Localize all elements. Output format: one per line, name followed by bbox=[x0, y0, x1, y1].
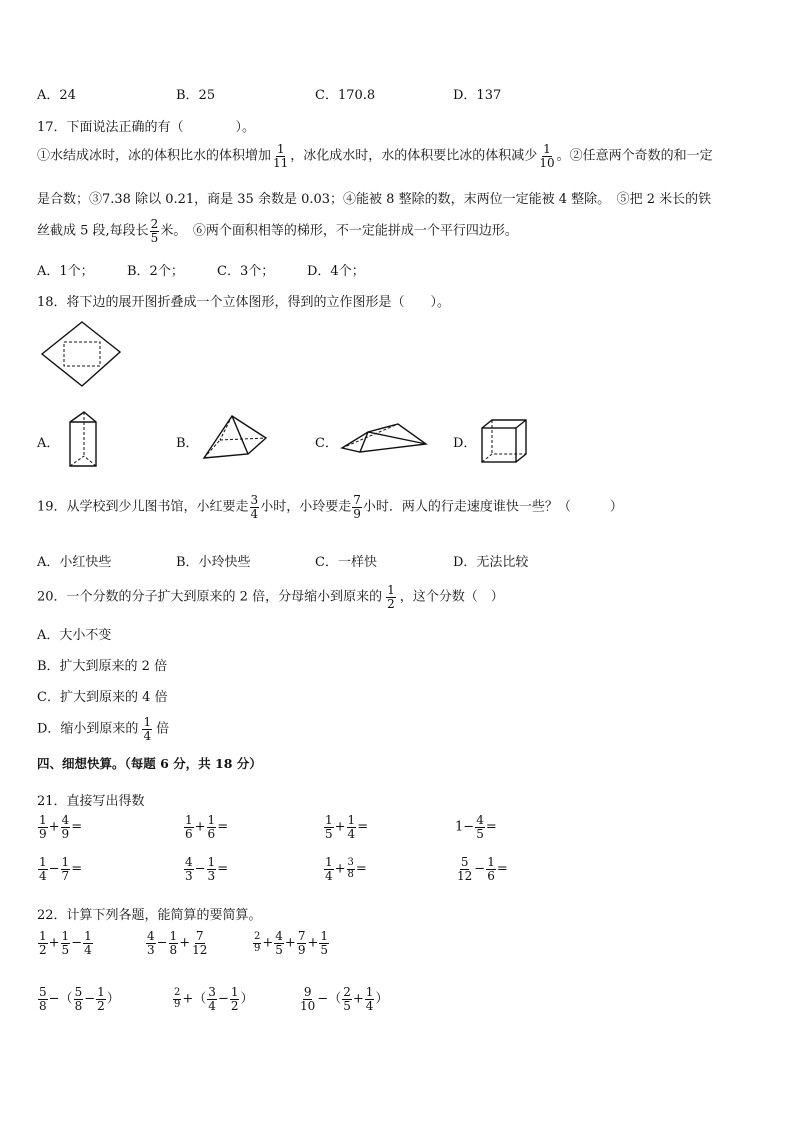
denominator: 9 bbox=[39, 826, 47, 841]
numerator: 1 bbox=[276, 142, 285, 156]
fraction bbox=[74, 986, 84, 1012]
pyramid-net-figure bbox=[38, 320, 128, 390]
equals-sign: = bbox=[71, 861, 83, 877]
section-4-heading: 四、细想快算。（每题 6 分，共 18 分） bbox=[37, 756, 262, 771]
q20-option-d-text: 倍 bbox=[156, 721, 170, 737]
q18-stem: 18．将下边的展开图折叠成一个立体图形，得到的立作图形是（ ）。 bbox=[37, 295, 451, 310]
whole-number: 1 bbox=[455, 819, 464, 835]
denominator: 5 bbox=[320, 942, 329, 957]
operator: + bbox=[179, 935, 191, 951]
denominator: 5 bbox=[275, 942, 283, 957]
denominator: 12 bbox=[192, 942, 208, 957]
denominator: 8 bbox=[169, 942, 178, 957]
fraction bbox=[191, 930, 208, 956]
numerator: 1 bbox=[325, 813, 333, 827]
denominator: 4 bbox=[347, 826, 356, 841]
paren: ） bbox=[375, 991, 389, 1007]
q18-label-d: D． bbox=[453, 436, 477, 451]
q17-text: ①水结成冰时，冰的体积比水的体积增加 bbox=[37, 148, 272, 164]
numerator: 1 bbox=[39, 813, 47, 827]
numerator: 1 bbox=[61, 929, 70, 943]
denominator: 10 bbox=[539, 155, 555, 170]
operator: + bbox=[334, 861, 346, 877]
numerator: 3 bbox=[250, 493, 259, 507]
numerator: 4 bbox=[61, 813, 70, 827]
operator: − bbox=[463, 819, 475, 835]
q17-line-1 bbox=[37, 143, 713, 169]
q20-fraction bbox=[386, 584, 396, 610]
q17-text: 丝截成 5 段,每段长 bbox=[37, 223, 149, 239]
fraction bbox=[347, 814, 357, 840]
numerator: 1 bbox=[230, 985, 239, 999]
equals-sign: = bbox=[496, 861, 508, 877]
q21-problem bbox=[37, 856, 82, 882]
q20-option-d-fraction bbox=[142, 716, 152, 742]
q17-option-a: A．1个； bbox=[37, 264, 94, 279]
equals-sign: = bbox=[217, 819, 229, 835]
fraction bbox=[207, 986, 217, 1012]
fraction bbox=[475, 814, 485, 840]
q18-label-a: A． bbox=[37, 436, 60, 451]
denominator: 4 bbox=[365, 998, 374, 1013]
denominator: 5 bbox=[343, 998, 351, 1013]
q17-line-3 bbox=[37, 218, 518, 244]
q21-problem bbox=[183, 814, 228, 840]
q17-text: ，冰化成水时，水的体积要比冰的体积减少 bbox=[290, 148, 538, 164]
q22-expression-5 bbox=[172, 986, 254, 1012]
q19-fraction bbox=[352, 494, 362, 520]
numerator: 2 bbox=[254, 931, 261, 943]
numerator: 1 bbox=[543, 142, 551, 156]
denominator: 9 bbox=[254, 942, 261, 954]
numerator: 1 bbox=[320, 929, 329, 943]
numerator: 1 bbox=[39, 855, 47, 869]
denominator: 4 bbox=[325, 868, 333, 883]
denominator: 8 bbox=[74, 998, 83, 1013]
equals-sign: = bbox=[217, 861, 229, 877]
operator: − bbox=[474, 861, 486, 877]
q21-problem bbox=[323, 856, 367, 882]
numerator: 5 bbox=[460, 855, 469, 869]
q21-problem bbox=[37, 814, 82, 840]
q17-fraction bbox=[538, 143, 555, 169]
denominator: 4 bbox=[208, 998, 216, 1013]
fraction bbox=[253, 932, 261, 954]
denominator: 6 bbox=[207, 826, 216, 841]
fraction bbox=[207, 814, 217, 840]
operator: + bbox=[48, 935, 60, 951]
equals-sign: = bbox=[357, 819, 369, 835]
q19-option-b: B．小玲快些 bbox=[176, 555, 251, 570]
fraction bbox=[342, 986, 352, 1012]
q19-fraction bbox=[250, 494, 260, 520]
q21-problem bbox=[455, 814, 497, 840]
numerator: 2 bbox=[150, 217, 159, 231]
numerator: 1 bbox=[325, 855, 333, 869]
operator: + bbox=[334, 819, 346, 835]
fraction bbox=[184, 814, 194, 840]
fraction bbox=[38, 986, 48, 1012]
fraction bbox=[169, 930, 179, 956]
q17-stem: 17．下面说法正确的有（ ）。 bbox=[37, 120, 256, 135]
equals-sign: = bbox=[485, 819, 497, 835]
q17-option-d: D．4个； bbox=[307, 264, 365, 279]
denominator: 5 bbox=[150, 230, 159, 245]
numerator: 2 bbox=[174, 987, 181, 999]
denominator: 4 bbox=[143, 728, 152, 743]
denominator: 8 bbox=[39, 998, 47, 1013]
fraction bbox=[83, 930, 93, 956]
equals-sign: = bbox=[71, 819, 83, 835]
numerator: 3 bbox=[347, 857, 354, 869]
fraction bbox=[230, 986, 240, 1012]
fraction bbox=[456, 856, 473, 882]
q20-text: 20．一个分数的分子扩大到原来的 2 倍，分母缩小到原来的 bbox=[37, 589, 383, 605]
operator: − bbox=[217, 991, 229, 1007]
denominator: 2 bbox=[230, 998, 239, 1013]
numerator: 1 bbox=[207, 855, 216, 869]
q22-expression-4 bbox=[37, 986, 120, 1012]
numerator: 1 bbox=[97, 985, 105, 999]
operator: + bbox=[352, 991, 364, 1007]
numerator: 7 bbox=[353, 493, 361, 507]
q19-option-a: A．小红快些 bbox=[37, 555, 112, 570]
paren: （ bbox=[193, 991, 207, 1007]
paren: ） bbox=[240, 991, 254, 1007]
denominator: 4 bbox=[84, 942, 92, 957]
paren: ） bbox=[106, 991, 120, 1007]
fraction bbox=[486, 856, 496, 882]
triangular-prism-figure bbox=[66, 410, 106, 470]
operator: + bbox=[48, 819, 60, 835]
q21-problem bbox=[183, 856, 228, 882]
denominator: 2 bbox=[97, 998, 105, 1013]
paren: （ bbox=[328, 991, 342, 1007]
lying-prism-figure bbox=[338, 418, 428, 458]
denominator: 4 bbox=[250, 506, 259, 521]
q17-fraction bbox=[272, 143, 289, 169]
numerator: 1 bbox=[347, 813, 356, 827]
equals-sign: = bbox=[355, 861, 367, 877]
q21-stem: 21．直接写出得数 bbox=[37, 794, 145, 809]
q22-expression-1 bbox=[37, 930, 94, 956]
q18-label-b: B． bbox=[176, 436, 199, 451]
q19-text: 小时．两人的行走速度谁快一些？（ ） bbox=[362, 499, 623, 515]
q22-expression-6 bbox=[298, 986, 388, 1012]
q19-option-c: C．一样快 bbox=[315, 555, 377, 570]
operator: − bbox=[317, 991, 329, 1007]
numerator: 5 bbox=[74, 985, 83, 999]
fraction bbox=[184, 856, 194, 882]
denominator: 10 bbox=[300, 998, 316, 1013]
fraction bbox=[61, 856, 71, 882]
numerator: 7 bbox=[297, 929, 306, 943]
denominator: 3 bbox=[147, 942, 155, 957]
fraction bbox=[61, 814, 71, 840]
operator: − bbox=[84, 991, 96, 1007]
fraction bbox=[207, 856, 217, 882]
paren: （ bbox=[59, 991, 73, 1007]
denominator: 9 bbox=[297, 942, 306, 957]
fraction bbox=[61, 930, 71, 956]
numerator: 1 bbox=[185, 813, 193, 827]
cube-figure bbox=[478, 418, 530, 466]
fraction bbox=[274, 930, 284, 956]
fraction bbox=[38, 930, 48, 956]
q16-option-b: B．25 bbox=[176, 88, 216, 103]
numerator: 1 bbox=[84, 929, 92, 943]
q19-option-d: D．无法比较 bbox=[453, 555, 529, 570]
q17-text: 。②任意两个奇数的和一定 bbox=[556, 148, 713, 164]
fraction bbox=[173, 988, 181, 1010]
numerator: 1 bbox=[61, 855, 70, 869]
numerator: 9 bbox=[303, 985, 312, 999]
numerator: 1 bbox=[387, 583, 395, 597]
denominator: 9 bbox=[174, 998, 181, 1010]
numerator: 2 bbox=[343, 985, 351, 999]
denominator: 8 bbox=[347, 868, 354, 880]
numerator: 3 bbox=[208, 985, 216, 999]
denominator: 3 bbox=[207, 868, 216, 883]
q17-option-c: C．3个； bbox=[217, 264, 275, 279]
q22-stem: 22．计算下列各题，能简算的要简算。 bbox=[37, 908, 262, 923]
q21-problem bbox=[323, 814, 368, 840]
numerator: 4 bbox=[185, 855, 193, 869]
fraction bbox=[347, 858, 355, 880]
fraction bbox=[365, 986, 375, 1012]
q19-text: 小时，小玲要走 bbox=[260, 499, 352, 515]
numerator: 4 bbox=[147, 929, 155, 943]
denominator: 5 bbox=[325, 826, 333, 841]
numerator: 1 bbox=[487, 855, 495, 869]
q17-line-2: 是合数；③7.38 除以 0.21，商是 35 余数是 0.03；④能被 8 整除的数，末两位一定能被 4 整除。 ⑤把 2 米长的铁 bbox=[37, 192, 712, 207]
q19-text: 19．从学校到少儿图书馆，小红要走 bbox=[37, 499, 249, 515]
operator: + bbox=[182, 991, 194, 1007]
q20-option-d bbox=[37, 716, 169, 742]
denominator: 9 bbox=[353, 506, 361, 521]
denominator: 2 bbox=[387, 596, 395, 611]
denominator: 12 bbox=[457, 868, 473, 883]
denominator: 11 bbox=[273, 155, 289, 170]
q17-option-b: B．2个； bbox=[127, 264, 184, 279]
q17-fraction bbox=[150, 218, 160, 244]
q22-expression-2 bbox=[145, 930, 209, 956]
denominator: 9 bbox=[61, 826, 70, 841]
denominator: 5 bbox=[61, 942, 70, 957]
numerator: 1 bbox=[143, 715, 152, 729]
operator: − bbox=[194, 861, 206, 877]
operator: − bbox=[71, 935, 83, 951]
q17-text: 米。 ⑥两个面积相等的梯形，不一定能拼成一个平行四边形。 bbox=[160, 223, 518, 239]
numerator: 1 bbox=[207, 813, 216, 827]
numerator: 4 bbox=[275, 929, 283, 943]
denominator: 6 bbox=[487, 868, 495, 883]
fraction bbox=[38, 856, 48, 882]
fraction bbox=[324, 814, 334, 840]
q20-option-c: C．扩大到原来的 4 倍 bbox=[37, 690, 168, 705]
fraction bbox=[297, 930, 307, 956]
denominator: 2 bbox=[39, 942, 47, 957]
fraction bbox=[299, 986, 316, 1012]
numerator: 1 bbox=[169, 929, 178, 943]
operator: + bbox=[194, 819, 206, 835]
fraction bbox=[324, 856, 334, 882]
numerator: 4 bbox=[476, 813, 484, 827]
square-pyramid-figure bbox=[200, 414, 270, 462]
q21-problem bbox=[455, 856, 508, 882]
fraction bbox=[38, 814, 48, 840]
q19-stem bbox=[37, 494, 623, 520]
operator: + bbox=[284, 935, 296, 951]
q16-option-a: A．24 bbox=[37, 88, 76, 103]
denominator: 7 bbox=[61, 868, 70, 883]
q22-expression-3 bbox=[252, 930, 330, 956]
fraction bbox=[96, 986, 106, 1012]
operator: + bbox=[262, 935, 274, 951]
q16-option-d: D．137 bbox=[453, 88, 502, 103]
q20-option-a: A．大小不变 bbox=[37, 628, 112, 643]
denominator: 6 bbox=[185, 826, 193, 841]
operator: − bbox=[156, 935, 168, 951]
denominator: 4 bbox=[39, 868, 47, 883]
numerator: 1 bbox=[39, 929, 47, 943]
fraction bbox=[146, 930, 156, 956]
operator: − bbox=[48, 991, 60, 1007]
denominator: 3 bbox=[185, 868, 193, 883]
numerator: 7 bbox=[195, 929, 204, 943]
q20-option-b: B．扩大到原来的 2 倍 bbox=[37, 659, 168, 674]
q20-stem bbox=[37, 584, 504, 610]
numerator: 5 bbox=[39, 985, 47, 999]
q20-option-d-text: D．缩小到原来的 bbox=[37, 721, 139, 737]
denominator: 5 bbox=[476, 826, 484, 841]
operator: + bbox=[307, 935, 319, 951]
q20-text: ，这个分数（ ） bbox=[399, 589, 504, 605]
operator: − bbox=[48, 861, 60, 877]
fraction bbox=[319, 930, 329, 956]
numerator: 1 bbox=[365, 985, 374, 999]
q16-option-c: C．170.8 bbox=[315, 88, 376, 103]
q18-label-c: C． bbox=[315, 436, 338, 451]
